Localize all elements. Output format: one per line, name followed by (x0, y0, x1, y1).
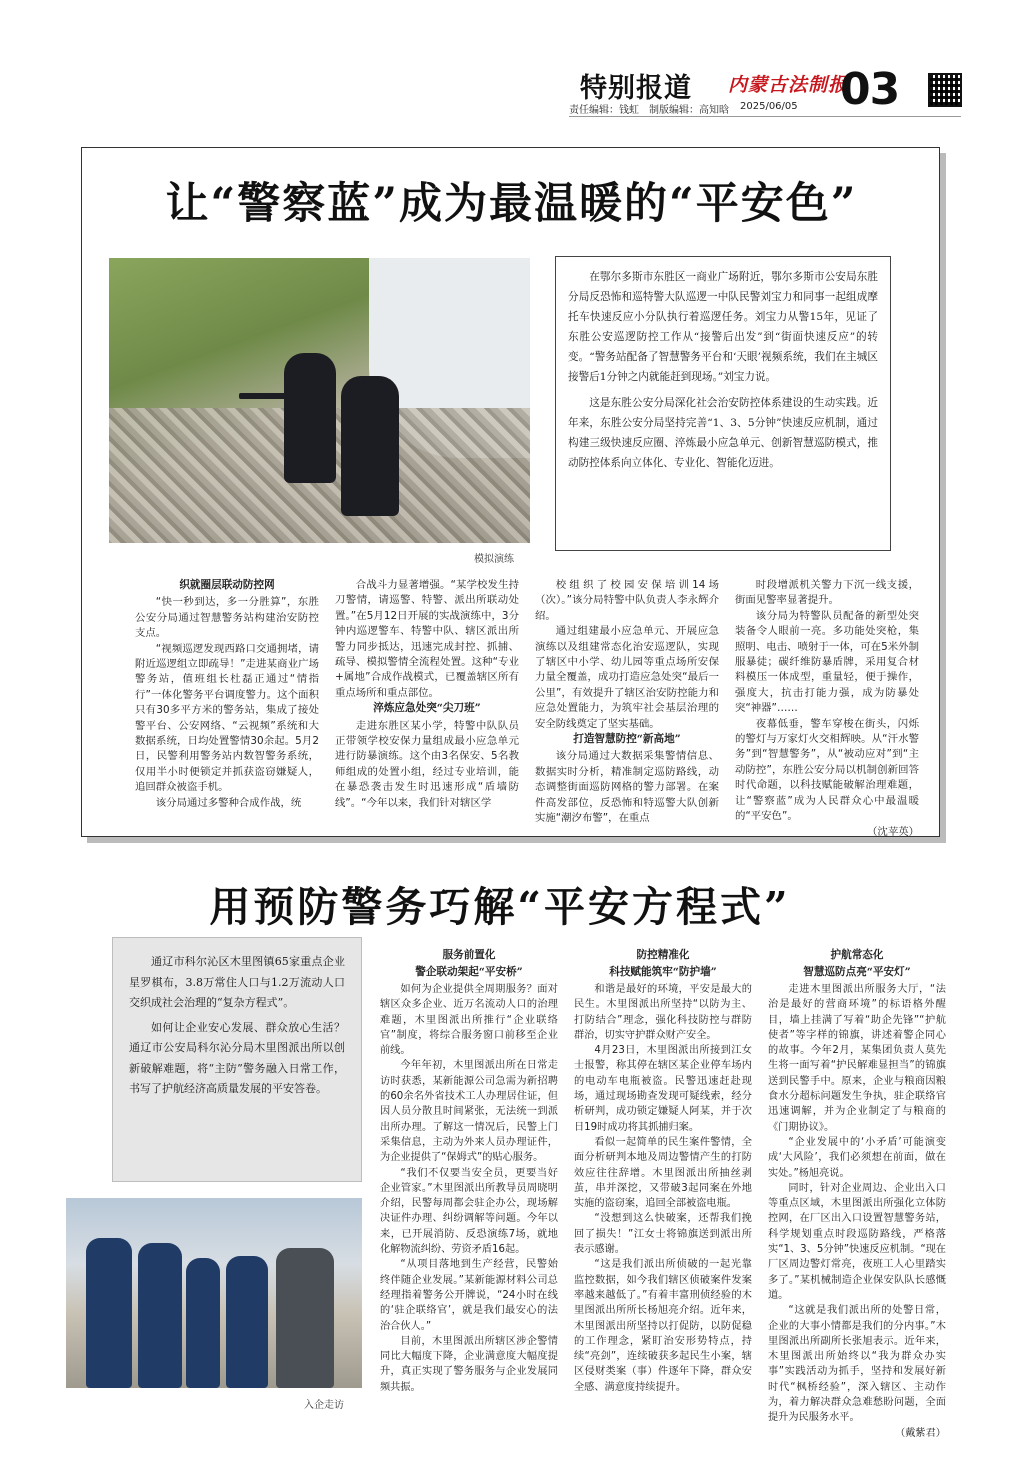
issue-date: 2025/06/05 (740, 101, 798, 112)
article-1-column (535, 578, 719, 827)
author-byline: （戴紫君） (895, 1427, 946, 1439)
article-1-photo-caption: 模拟演练 (474, 554, 514, 565)
subheading: 织就圈层联动防控网 (179, 579, 275, 591)
body-paragraph: 如何为企业提供全周期服务？面对辖区众多企业、近万名流动人口的治理难题，木里图派出所推行“企业联络官”制度，将综合服务窗口前移至企业前线。 (380, 984, 558, 1057)
body-paragraph: 同时，针对企业周边、企业出入口等重点区域，木里图派出所强化立体防控网，在厂区出入口设置智慧警务站，科学规划重点时段巡防路线，严格落实“1、3、5分钟”快速反应机制。“现在厂区周边警灯常亮，夜班工人心里踏实多了。”某机械制造企业保安队队长感慨道。 (768, 1182, 946, 1301)
article-1-column (335, 578, 519, 811)
body-paragraph: 夜幕低垂，警车穿梭在街头，闪烁的警灯与万家灯火交相辉映。从“汗水警务”到“智慧警务”，从“被动应对”到“主动防控”，东胜公安分局以机制创新回答时代命题，以科技赋能破解治理难题，让“警察蓝”成为人民群众心中最温暖的“平安色”。 (735, 717, 919, 823)
body-paragraph: 该分局为特警队员配备的新型处突装备令人眼前一亮。多功能处突枪，集照明、电击、喷射于一体，可在5米外制服暴徒；碳纤维防暴盾牌，采用复合材料模压一体成型，重量轻，便于操作，强度大，抗击打能力强，成为防暴处突“神器”…… (735, 609, 919, 715)
subheading: 打造智慧防控“新高地” (573, 733, 681, 746)
lead-paragraph: 如何让企业安心发展、群众放心生活？通辽市公安局科尔沁分局木里图派出所以创新破解难题，将“主防”警务融入日常工作，书写了护航经济高质量发展的平安答卷。 (129, 1020, 345, 1095)
editor-credits: 责任编辑：钱虹 制版编辑：高知晗 (569, 105, 729, 116)
header-divider (569, 116, 961, 117)
body-paragraph: “企业发展中的‘小矛盾’可能演变成‘大风险’，我们必须想在前面，做在实处。”杨旭亮说。 (768, 1136, 946, 1179)
qr-code-icon[interactable] (928, 73, 962, 107)
article-1-column (135, 578, 319, 811)
body-paragraph: 和谐是最好的环境，平安是最大的民生。木里图派出所坚持“以防为主、打防结合”理念，强化科技防控与群防群治，切实守护群众财产安全。 (574, 984, 752, 1041)
body-paragraph: 目前，木里图派出所辖区涉企警情同比大幅度下降，企业满意度大幅度提升，真正实现了警务服务与企业发展同频共振。 (380, 1335, 558, 1393)
article-1-column (735, 578, 919, 840)
body-paragraph: “从项目落地到生产经营，民警始终伴随企业发展。”某新能源材料公司总经理指着警务公开牌说，“24小时在线的‘驻企联络官’，就是我们最安心的法治合伙人。” (380, 1259, 558, 1332)
lead-paragraph: 通辽市科尔沁区木里图镇65家重点企业星罗棋布，3.8万常住人口与1.2万流动人口交织成社会治理的“复杂方程式”。 (129, 955, 345, 1009)
body-paragraph: 4月23日，木里图派出所接到江女士报警，称其停在辖区某企业停车场内的电动车电瓶被盗。民警迅速赶赴现场，通过现场勘查发现可疑线索，经分析研判，成功锁定嫌疑人阿某，并于次日19时成功将其抓捕归案。 (574, 1045, 752, 1133)
body-paragraph: 合战斗力显著增强。“某学校发生持刀警情，请巡警、特警、派出所联动处置。”在5月12日开展的实战演练中，3分钟内巡逻警车、特警中队、辖区派出所警力同步抵达，迅速完成封控、抓捕、疏导、模拟警情全流程处置。这种“专业+属地”合成作战模式，已覆盖辖区所有重点场所和重点部位。 (335, 579, 519, 699)
lead-paragraph: 在鄂尔多斯市东胜区一商业广场附近，鄂尔多斯市公安局东胜分局反恐怖和巡特警大队巡逻一中队民警刘宝力和同事一起组成摩托车快速反应小分队执行着巡逻任务。刘宝力从警15年，见证了东胜公安巡逻防控工作从“接警后出发”到“街面快速反应”的转变。“警务站配备了智慧警务平台和‘天眼’视频系统，我们在主城区接警后1分钟之内就能赶到现场。”刘宝力说。 (568, 271, 878, 383)
body-paragraph: 通过组建最小应急单元、开展应急演练以及组建常态化治安巡逻队，实现了辖区中小学、幼儿园等重点场所安保力量全覆盖，成功打造应急处突“最后一公里”，有效提升了辖区治安防控能力和应急处置能力，为筑牢社会基层治理的安全防线奠定了坚实基础。 (535, 625, 719, 730)
body-paragraph: “视频巡逻发现西路口交通拥堵，请附近巡逻组立即疏导！”走进某商业广场警务站，值班组长杜磊正通过“情指行”一体化警务平台调度警力。这个面积只有30多平方米的警务站，集成了接处警平台、公安网络、“云视频”系统和大数据系统，日均处置警情30余起。5月2日，民警利用警务站内数智警务系统，仅用半小时便锁定并抓获盗窃嫌疑人，追回群众被盗手机。 (135, 642, 319, 794)
article-1 (81, 147, 940, 837)
article-2-photo (66, 1198, 362, 1388)
body-paragraph: “这就是我们派出所的处警日常，企业的大事小情都是我们的分内事。”木里图派出所副所长张旭表示。近年来，木里图派出所始终以“我为群众办实事”实践活动为抓手，坚持和发展好新时代“枫桥经验”，深入辖区、主动作为，着力解决群众急难愁盼问题，全面提升为民服务水平。 (768, 1305, 946, 1424)
subheading: 科技赋能筑牢“防护墙” (609, 966, 717, 978)
lead-paragraph: 这是东胜公安分局深化社会治安防控体系建设的生动实践。近年来，东胜公安分局坚持完善“1、3、5分钟”快速反应机制，通过构建三级快速反应圈、淬炼最小应急单元、创新智慧巡防模式，推动防控体系向立体化、专业化、智能化迈进。 (568, 397, 878, 469)
body-paragraph: 校组织了校园安保培训14场（次）。”该分局特警中队负责人李永辉介绍。 (535, 579, 719, 622)
body-paragraph: 今年年初，木里图派出所在日常走访时获悉，某新能源公司急需为新招聘的60余名外省技术工人办理居住证，但因人员分散且时间紧张，无法统一到派出所办理。了解这一情况后，民警上门采集信息，主动为外来人员办理证件，为企业提供了“保姆式”的贴心服务。 (380, 1060, 558, 1164)
page-header (0, 0, 1024, 120)
body-paragraph: “这是我们派出所侦破的一起光靠监控数据，如今我们辖区侦破案件发案率越来越低了。”有着丰富刑侦经验的木里图派出所所长杨旭亮介绍。近年来，木里图派出所坚持以打促防，以防促稳的工作理念，紧盯治安形势特点，持续“亮剑”，连续破获多起民生小案，辖区侵财类案（事）件逐年下降，群众安全感、满意度持续提升。 (574, 1259, 752, 1393)
body-paragraph: “快一秒到达，多一分胜算”，东胜公安分局通过智慧警务站构建治安防控支点。 (135, 596, 319, 640)
body-paragraph: 时段增派机关警力下沉一线支援，街面见警率显著提升。 (735, 579, 919, 607)
author-byline: （沈苹英） (867, 825, 919, 838)
section-title: 特别报道 (580, 73, 692, 104)
subheading: 防控精准化 (636, 949, 690, 961)
article-2-photo-caption: 入企走访 (304, 1400, 344, 1411)
newspaper-logo: 内蒙古法制报 (728, 74, 849, 96)
article-2-lead (112, 937, 362, 1182)
article-2-column (768, 948, 946, 1441)
article-1-body (135, 578, 919, 838)
body-paragraph: 走进木里图派出所服务大厅，“法治是最好的营商环境”的标语格外醒目，墙上挂满了写着“助企先锋”“护航使者”等字样的锦旗，讲述着警企同心的故事。今年2月，某集团负责人莫先生将一面写着“护民解难显担当”的锦旗送到民警手中。原来，企业与粮商因粮食水分超标问题发生争执，驻企联络官迅速调解，并为企业制定了与粮商的《门期协议》。 (768, 984, 946, 1133)
article-2-title: 用预防警务巧解“平安方程式” (209, 883, 791, 931)
body-paragraph: 该分局通过大数据采集警情信息、数据实时分析，精准制定巡防路线，动态调整街面巡防网格的警力部署。在案件高发部位，反恐怖和特巡警大队创新实施“潮汐布警”，在重点 (535, 750, 719, 825)
article-1-photo (109, 258, 530, 543)
page-number: 03 (840, 64, 900, 115)
article-1-lead (555, 256, 891, 551)
body-paragraph: “我们不仅要当安全员，更要当好企业管家。”木里图派出所教导员周晓明介绍，民警每周都会驻企办公，现场解决证件办理、纠纷调解等问题。今年以来，已开展消防、反恐演练7场，就地化解物流纠纷、劳资矛盾16起。 (380, 1167, 558, 1256)
subheading: 警企联动架起“平安桥” (415, 966, 523, 978)
subheading: 淬炼应急处突“尖刀班” (373, 702, 481, 715)
subheading: 服务前置化 (442, 949, 496, 961)
body-paragraph: 该分局通过多警种合成作战，统 (155, 796, 302, 809)
subheading: 护航常态化 (830, 949, 884, 961)
article-2-column (380, 948, 558, 1395)
body-paragraph: “没想到这么快破案，还帮我们挽回了损失！”江女士将锦旗送到派出所表示感谢。 (574, 1213, 752, 1256)
body-paragraph: 看似一起简单的民生案件警情，全面分析研判本地及周边警情产生的打防效应往往辞增。木里图派出所抽丝剥茧，串并深挖，又带破3起同案在外地实施的盗窃案，追回全部被盗电瓶。 (574, 1136, 752, 1210)
subheading: 智慧巡防点亮“平安灯” (803, 966, 911, 978)
body-paragraph: 走进东胜区某小学，特警中队队员正带领学校安保力量组成最小应急单元进行防暴演练。这个由3名保安、5名教师组成的处置小组，经过专业培训，能在暴恐袭击发生时迅速形成“盾墙防线”。“今年以来，我们针对辖区学 (335, 719, 519, 809)
article-1-title: 让“警察蓝”成为最温暖的“平安色” (165, 179, 858, 229)
article-2-column (574, 948, 752, 1395)
